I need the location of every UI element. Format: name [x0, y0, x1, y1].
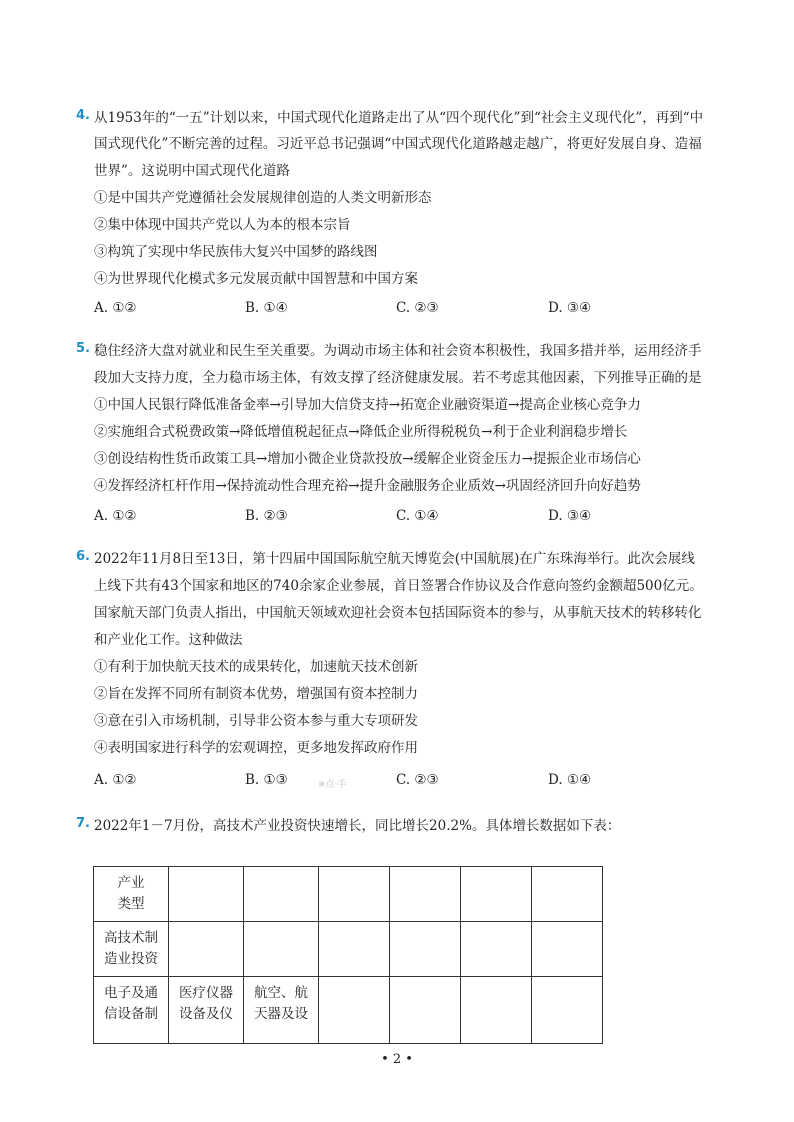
- table-cell: [532, 977, 603, 1044]
- question-5-stem-line-2: 段加大支持力度，全力稳市场主体，有效支撑了经济健康发展。若不考虑其他因素，下列推导正确的是: [94, 370, 702, 386]
- question-6-stem-line-3: 国家航天部门负责人指出，中国航天领域欢迎社会资本包括国际资本的参与，从事航天技术的转移转化: [94, 605, 702, 621]
- table-cell: [532, 922, 603, 977]
- question-4-stem-line-2: 国式现代化”不断完善的过程。习近平总书记强调“中国式现代化道路越走越广，将更好发展自身、造福: [94, 136, 702, 152]
- question-4-option-b: B. ①④: [245, 300, 288, 316]
- question-5-item-3: ③创设结构性货币政策工具→增加小微企业贷款投放→缓解企业资金压力→提振企业市场信心: [94, 451, 641, 467]
- table-cell: 电子及通 信设备制: [94, 977, 169, 1044]
- question-4-option-d: D. ③④: [548, 300, 592, 316]
- watermark: ※点·手: [318, 780, 347, 790]
- table-cell: [319, 867, 390, 922]
- question-5-stem-line-1: 稳住经济大盘对就业和民生至关重要。为调动市场主体和社会资本积极性，我国多措并举，运用经济手: [94, 343, 702, 359]
- question-5-option-d: D. ③④: [548, 508, 592, 524]
- question-4-option-a: A. ①②: [94, 300, 137, 316]
- question-6-option-b: B. ①③: [245, 772, 288, 788]
- table-cell: 高技术制 造业投资: [94, 922, 169, 977]
- question-4-option-c: C. ②③: [396, 300, 439, 316]
- table-cell: [319, 977, 390, 1044]
- table-row: [94, 922, 603, 977]
- question-5-item-1: ①中国人民银行降低准备金率→引导加大信贷支持→拓宽企业融资渠道→提高企业核心竞争力: [94, 397, 641, 413]
- question-5-option-c: C. ①④: [396, 508, 439, 524]
- table-cell: [461, 867, 532, 922]
- question-6-stem-line-2: 上线下共有43个国家和地区的740余家企业参展，首日签署合作协议及合作意向签约金额超500亿元。: [94, 578, 703, 594]
- table-cell: [461, 977, 532, 1044]
- table-cell: 产业 类型: [94, 867, 169, 922]
- question-4-item-4: ④为世界现代化模式多元发展贡献中国智慧和中国方案: [94, 271, 418, 287]
- question-4-stem-line-1: 从1953年的“一五”计划以来，中国式现代化道路走出了从“四个现代化”到“社会主义现代化”，再到“中: [94, 110, 704, 126]
- table-cell: [390, 922, 461, 977]
- question-6-stem-line-4: 和产业化工作。这种做法: [94, 632, 243, 648]
- question-7-stem-line-1: 2022年1－7月份，高技术产业投资快速增长，同比增长20.2%。具体增长数据如下表：: [94, 818, 621, 834]
- table-row: [94, 867, 603, 922]
- table-cell: [390, 977, 461, 1044]
- table-cell: [244, 867, 319, 922]
- table-cell: [244, 922, 319, 977]
- question-6-option-a: A. ①②: [94, 772, 137, 788]
- question-4-number: 4.: [76, 108, 90, 123]
- question-4-stem-line-3: 世界”。这说明中国式现代化道路: [94, 163, 290, 179]
- question-5-option-b: B. ②③: [245, 508, 288, 524]
- question-5-item-2: ②实施组合式税费政策→降低增值税起征点→降低企业所得税税负→利于企业利润稳步增长: [94, 424, 628, 440]
- question-4-item-3: ③构筑了实现中华民族伟大复兴中国梦的路线图: [94, 244, 378, 260]
- question-6-option-d: D. ①④: [548, 772, 592, 788]
- table-cell: [461, 922, 532, 977]
- question-6-item-2: ②旨在发挥不同所有制资本优势，增强国有资本控制力: [94, 686, 418, 702]
- table-cell: [169, 867, 244, 922]
- table-row: [94, 977, 603, 1044]
- question-5-number: 5.: [76, 341, 90, 356]
- table-cell: [319, 922, 390, 977]
- table-cell: [169, 922, 244, 977]
- question-6-item-1: ①有利于加快航天技术的成果转化，加速航天技术创新: [94, 659, 418, 675]
- question-6-stem-line-1: 2022年11月8日至13日，第十四届中国国际航空航天博览会(中国航展)在广东珠海举行。此次会展线: [94, 551, 695, 567]
- page-number: • 2 •: [381, 1052, 413, 1067]
- question-7-number: 7.: [76, 816, 90, 831]
- question-6-item-3: ③意在引入市场机制，引导非公资本参与重大专项研发: [94, 713, 418, 729]
- question-6-item-4: ④表明国家进行科学的宏观调控，更多地发挥政府作用: [94, 740, 418, 756]
- table-cell: 航空、航 天器及设: [244, 977, 319, 1044]
- question-6-option-c: C. ②③: [396, 772, 439, 788]
- question-5-item-4: ④发挥经济杠杆作用→保持流动性合理充裕→提升金融服务企业质效→巩固经济回升向好趋势: [94, 478, 641, 494]
- table-cell: 医疗仪器 设备及仪: [169, 977, 244, 1044]
- question-6-number: 6.: [76, 549, 90, 564]
- table-cell: [390, 867, 461, 922]
- table-cell: [532, 867, 603, 922]
- question-5-option-a: A. ①②: [94, 508, 137, 524]
- investment-growth-table: [93, 866, 603, 1044]
- question-4-item-2: ②集中体现中国共产党以人为本的根本宗旨: [94, 217, 351, 233]
- question-4-item-1: ①是中国共产党遵循社会发展规律创造的人类文明新形态: [94, 190, 432, 206]
